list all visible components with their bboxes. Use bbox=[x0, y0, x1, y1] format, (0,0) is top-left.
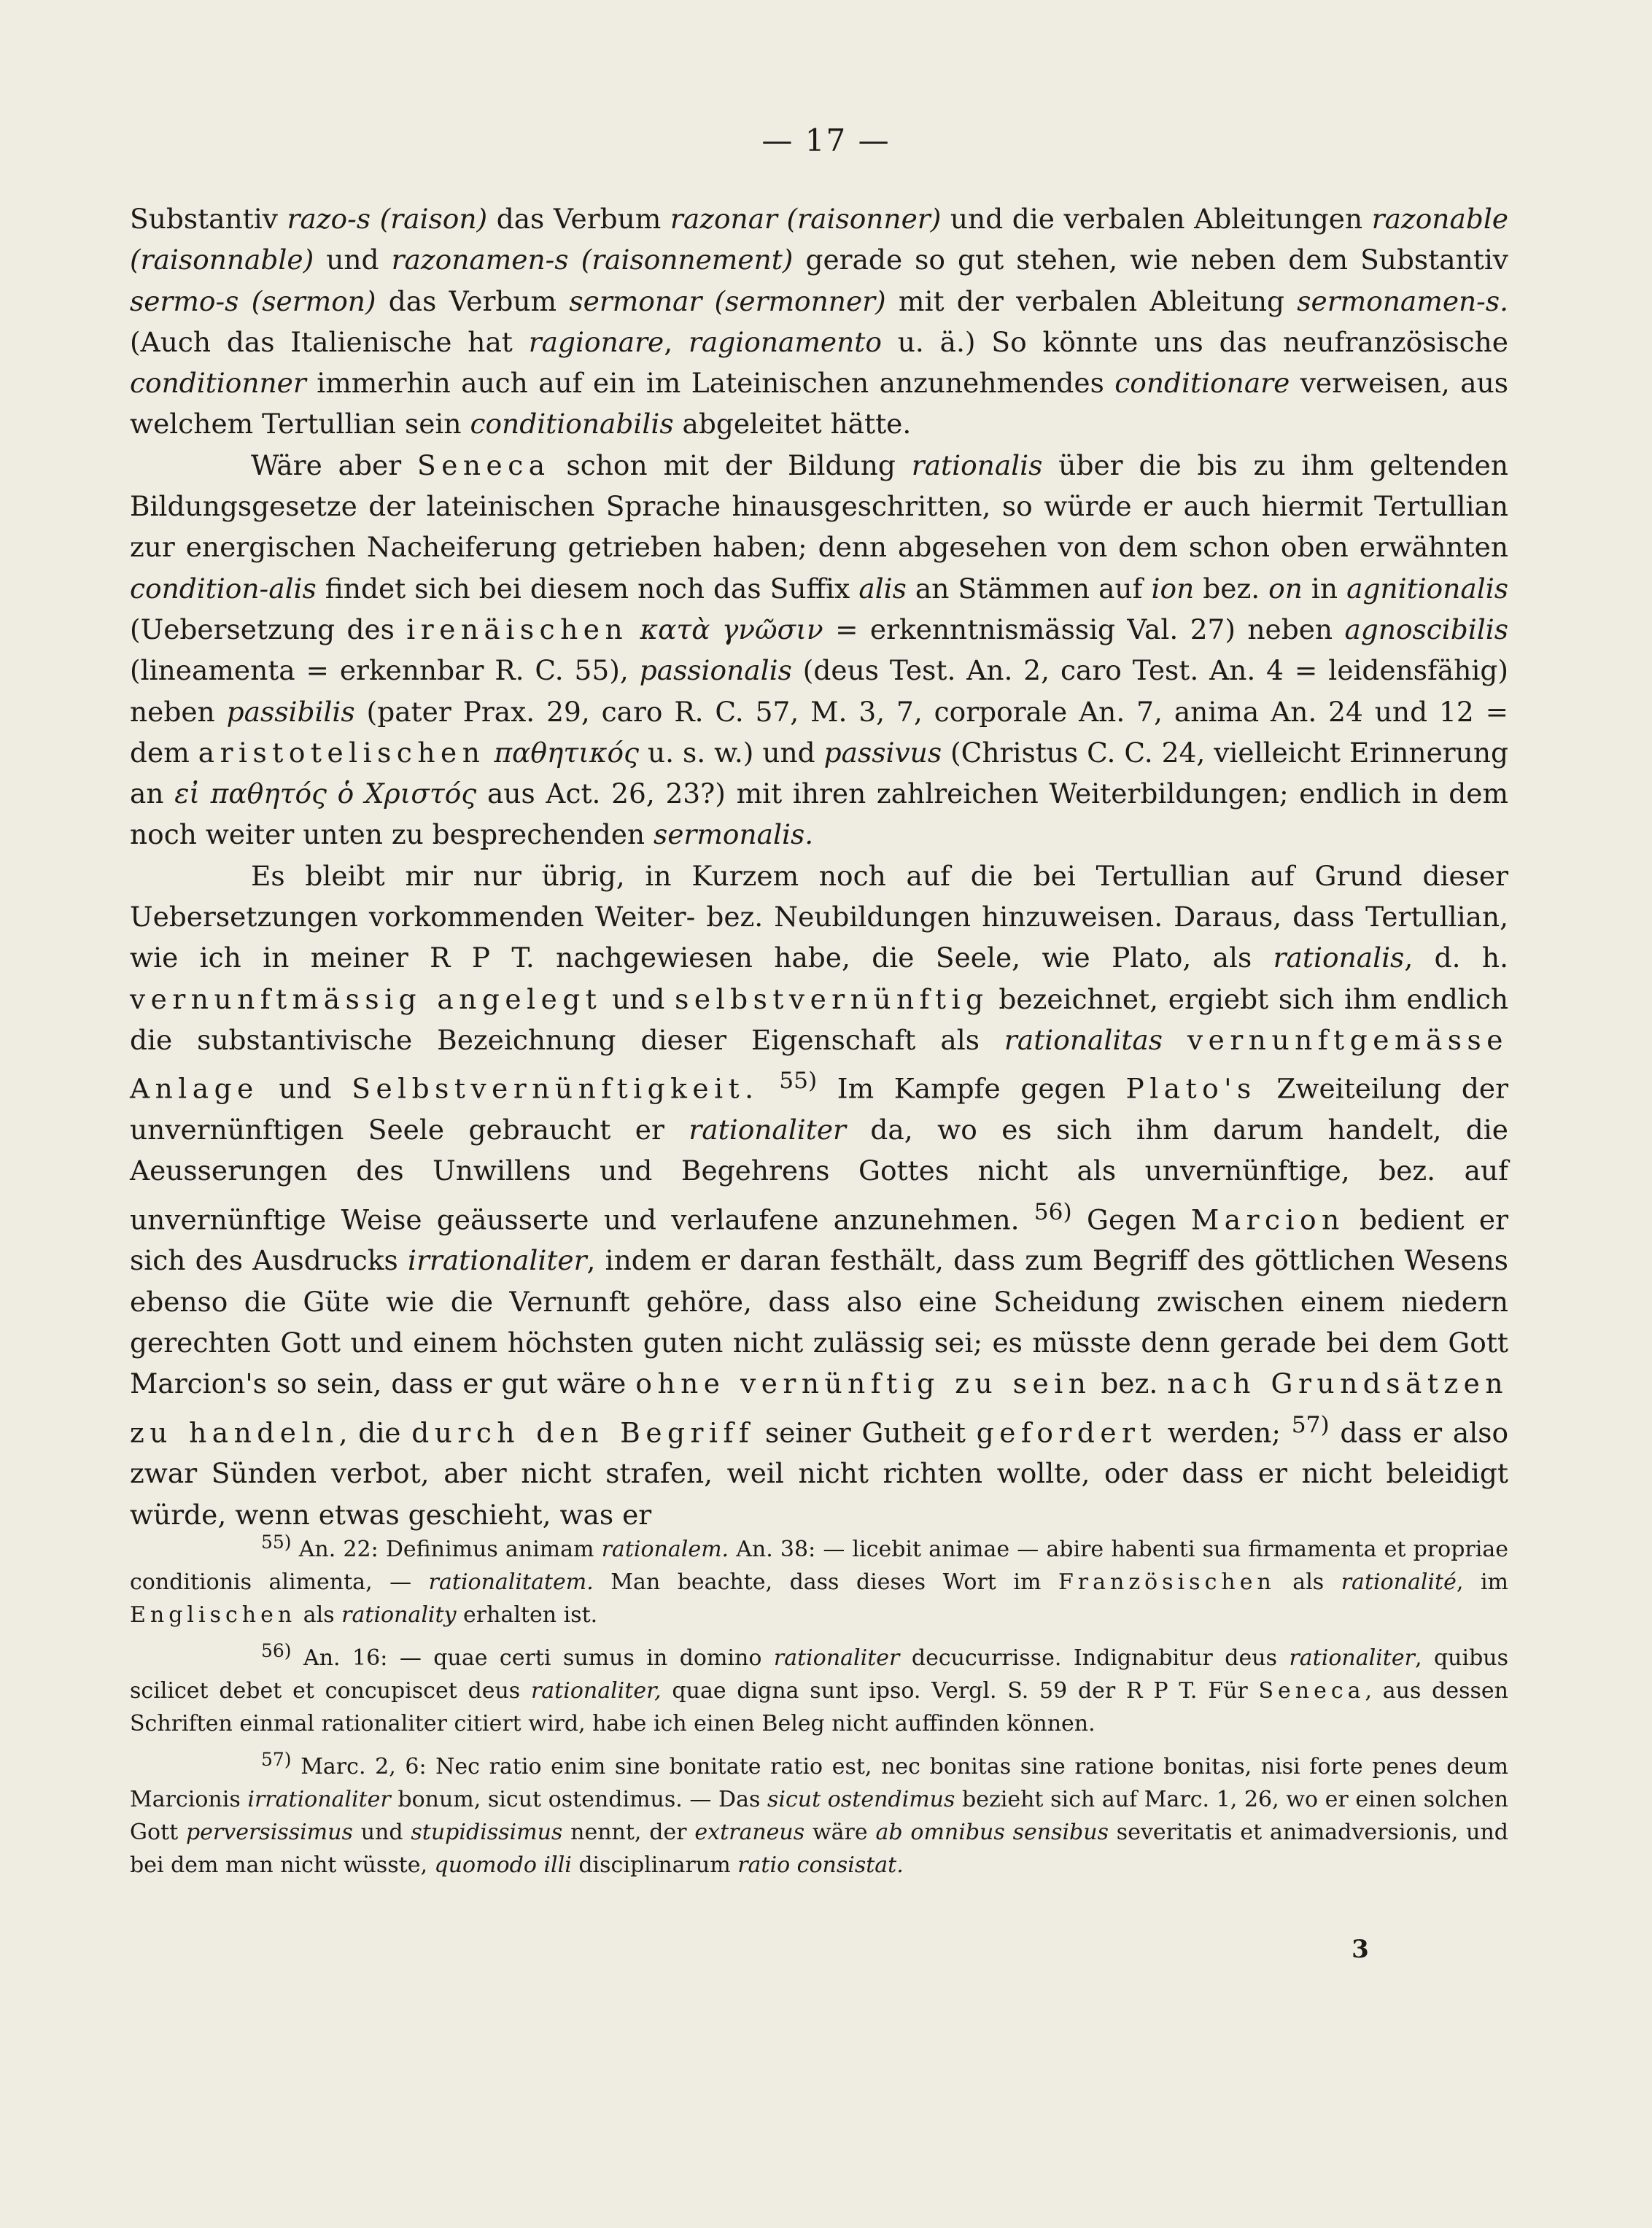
italic-term: razonar (raisonner) bbox=[670, 203, 942, 235]
text-run: (Christus C. C. 24, vielleicht Erinnerung an bbox=[130, 736, 1508, 810]
paragraph bbox=[130, 855, 1508, 1535]
italic-term: irrationaliter bbox=[247, 1787, 391, 1812]
text-run: an Stämmen auf bbox=[906, 572, 1152, 605]
spaced-emphasis: ohne vernünftig zu sein bbox=[635, 1367, 1092, 1400]
text-run: disciplinarum bbox=[571, 1852, 738, 1878]
italic-term: παθητικός bbox=[494, 736, 640, 769]
italic-term: extraneus bbox=[694, 1820, 805, 1845]
italic-term: passionalis bbox=[639, 654, 792, 687]
italic-term: rationalis bbox=[911, 449, 1043, 481]
text-run: bez. bbox=[1091, 1367, 1168, 1400]
text-run: , quibus scilicet debet et concupiscet deus bbox=[130, 1645, 1509, 1704]
italic-term: sermo-s (sermon) bbox=[130, 284, 376, 317]
spaced-emphasis: gefordert bbox=[976, 1416, 1157, 1449]
italic-term: stupidissimus bbox=[411, 1820, 563, 1845]
spaced-emphasis: Marcion bbox=[1190, 1203, 1345, 1236]
text-run: bez. bbox=[1194, 572, 1269, 605]
text-run: severitatis et animadversionis, und bei dem man nicht wüsste, bbox=[130, 1820, 1509, 1878]
text-run: bedient er sich des Ausdrucks bbox=[130, 1203, 1508, 1277]
text-run: und die verbalen Ableitungen bbox=[941, 203, 1372, 235]
text-run: und bbox=[602, 982, 675, 1015]
italic-term: conditionare bbox=[1114, 367, 1290, 400]
spaced-emphasis: Selbstvernünftigkeit. bbox=[352, 1072, 759, 1105]
text-run: und bbox=[352, 1820, 411, 1845]
italic-term: rationaliter bbox=[773, 1645, 900, 1671]
text-run: bezieht sich auf Marc. 1, 26, wo er einen solchen Gott bbox=[130, 1787, 1508, 1845]
text-run: (Auch das Italienische hat bbox=[130, 325, 529, 358]
footnote-ref: 55) bbox=[779, 1068, 818, 1095]
italic-term: passibilis bbox=[226, 695, 355, 728]
italic-term: ragionamento bbox=[688, 325, 882, 358]
italic-term: alis bbox=[858, 572, 907, 605]
footnote-ref: 55) bbox=[261, 1532, 292, 1553]
text-run: bezeichnet, ergiebt sich ihm endlich die substantivische Bezeichnung dieser Eigenschaft als bbox=[130, 982, 1509, 1056]
italic-term: ab omnibus sensibus bbox=[875, 1820, 1109, 1845]
text-run: und bbox=[258, 1072, 352, 1105]
text-run: , im bbox=[1456, 1569, 1508, 1595]
text-run: Substantiv bbox=[130, 203, 287, 235]
italic-term: sermonalis. bbox=[654, 818, 814, 851]
text-run: Wäre aber bbox=[251, 449, 418, 481]
italic-term: κατὰ γνῶσιν bbox=[640, 613, 823, 645]
text-run bbox=[1163, 1024, 1187, 1056]
text-run: als bbox=[296, 1602, 342, 1628]
text-run: Im Kampfe gegen bbox=[817, 1072, 1126, 1105]
paragraph bbox=[130, 198, 1508, 445]
italic-term: sermonar (sermonner) bbox=[569, 284, 886, 317]
footnote-ref: 57) bbox=[1291, 1411, 1330, 1438]
paragraph bbox=[130, 445, 1508, 855]
footnote-56 bbox=[130, 1634, 1508, 1740]
italic-term: quomodo illi bbox=[434, 1852, 572, 1878]
text-run: Es bleibt mir nur übrig, in Kurzem noch auf die bei Tertullian auf Grund dieser Uebersetzungen vorkommenden Weiter- bez. Neubildungen hinzuweisen. Daraus, dass Tertullian, wie ich in meiner R P T. nachgewiesen habe, die Seele, wie Plato, als bbox=[130, 859, 1508, 974]
text-run: erhalten ist. bbox=[456, 1602, 598, 1628]
text-run: = erkenntnismässig Val. 27) neben bbox=[823, 613, 1345, 645]
text-run: u. s. w.) und bbox=[639, 736, 824, 769]
text-run: quae digna sunt ipso. Vergl. S. 59 der R P T. Für bbox=[661, 1678, 1259, 1704]
italic-term: ratio consistat. bbox=[737, 1852, 904, 1878]
text-run: bonum, sicut ostendimus. — Das bbox=[390, 1787, 768, 1812]
text-run: An. 38: — licebit animae — abire habenti sua firmamenta et propriae conditionis alimenta, — bbox=[130, 1537, 1508, 1595]
footnotes bbox=[130, 1526, 1508, 1885]
spaced-emphasis: vernunftgemässe Anlage bbox=[130, 1023, 1508, 1105]
spaced-emphasis: Seneca bbox=[1258, 1678, 1365, 1704]
text-run: , die bbox=[338, 1416, 412, 1449]
italic-term: rationalitatem. bbox=[428, 1569, 594, 1595]
signature-mark: 3 bbox=[1352, 1935, 1369, 1964]
text-run: decucurrisse. Indignabitur deus bbox=[899, 1645, 1290, 1671]
text-run: (lineamenta = erkennbar R. C. 55), bbox=[130, 654, 640, 687]
italic-term: condition-alis bbox=[130, 572, 317, 605]
spaced-emphasis: nach Grundsätzen zu handeln bbox=[130, 1367, 1509, 1449]
text-run: immerhin auch auf ein im Lateinischen anzunehmendes bbox=[306, 367, 1115, 400]
text-run bbox=[485, 737, 494, 769]
italic-term: conditionner bbox=[130, 367, 306, 400]
main-text bbox=[130, 198, 1508, 1535]
italic-term: rationaliter, bbox=[530, 1678, 662, 1704]
italic-term: razonamen-s (raisonnement) bbox=[391, 244, 794, 276]
footnote-57 bbox=[130, 1743, 1508, 1882]
italic-term: sermonamen-s. bbox=[1297, 284, 1509, 317]
italic-term: razo-s (raison) bbox=[287, 203, 488, 235]
page-number: — 17 — bbox=[761, 123, 891, 158]
italic-term: ion bbox=[1151, 572, 1195, 605]
spaced-emphasis: Englischen bbox=[130, 1602, 297, 1628]
italic-term: rationaliter bbox=[1289, 1645, 1415, 1671]
text-run: findet sich bei diesem noch das Suffix bbox=[316, 572, 859, 605]
text-run: in bbox=[1302, 572, 1347, 605]
text-run: nennt, der bbox=[562, 1820, 695, 1845]
text-run: u. ä.) So könnte uns das neufranzösische bbox=[881, 325, 1509, 358]
italic-term: razonable (raisonnable) bbox=[130, 203, 1509, 276]
italic-term: perversissimus bbox=[185, 1820, 353, 1845]
spaced-emphasis: Französischen bbox=[1058, 1569, 1276, 1595]
text-run: mit der verbalen Ableitung bbox=[885, 284, 1298, 317]
text-run: Man beachte, dass dieses Wort im bbox=[593, 1569, 1058, 1595]
spaced-emphasis: Plato's bbox=[1125, 1072, 1257, 1105]
italic-term: rationalis bbox=[1273, 942, 1405, 974]
text-run: werden; bbox=[1157, 1416, 1292, 1449]
italic-term: agnitionalis bbox=[1346, 572, 1508, 605]
footnote-ref: 57) bbox=[261, 1749, 292, 1770]
italic-term: rationalité bbox=[1341, 1569, 1457, 1595]
text-run: Marc. 2, 6: Nec ratio enim sine bonitate ratio est, nec bonitas sine ratione bonitas, nisi forte penes deum Marcionis bbox=[130, 1754, 1508, 1812]
italic-term: rationalitas bbox=[1004, 1023, 1163, 1056]
text-run: seiner Gutheit bbox=[754, 1416, 977, 1449]
text-run bbox=[759, 1073, 780, 1105]
text-run: Zweiteilung der unvernünftigen Seele gebraucht er bbox=[130, 1072, 1508, 1146]
italic-term: conditionabilis bbox=[470, 408, 674, 440]
italic-term: εἰ παθητός ὁ Χριστός bbox=[174, 777, 477, 810]
text-run: wäre bbox=[804, 1820, 876, 1845]
text-run: verweisen, aus welchem Tertullian sein bbox=[130, 367, 1508, 440]
italic-term: on bbox=[1268, 572, 1303, 605]
text-run: Gegen bbox=[1071, 1203, 1191, 1236]
footnote-ref: 56) bbox=[1034, 1198, 1072, 1225]
text-run: über die bis zu ihm geltenden Bildungsgesetze der lateinischen Sprache hinausgeschritten, so würde er auch hiermit Tertullian zur energischen Nacheiferung getrieben haben; denn abgesehen von dem schon oben erwähnten bbox=[130, 449, 1508, 564]
text-run: dass er also zwar Sünden verbot, aber nicht strafen, weil nicht richten wollte, oder dass er nicht beleidigt würde, wenn etwas geschieht, was er bbox=[130, 1416, 1509, 1531]
italic-term: passivus bbox=[823, 736, 942, 769]
text-run: , d. h. bbox=[1404, 942, 1508, 974]
text-run: , indem er daran festhält, dass zum Begriff des göttlichen Wesens ebenso die Güte wie die Vernunft gehöre, dass also eine Scheidung zwischen einem niedern gerechten Gott und einem höchsten guten nicht zulässig sei; es müsste denn gerade bei dem Gott Marcion's so sein, dass er gut wäre bbox=[130, 1244, 1508, 1400]
footnote-ref: 56) bbox=[261, 1640, 292, 1661]
spaced-emphasis: durch den Begriff bbox=[411, 1416, 755, 1449]
text-run bbox=[628, 613, 640, 645]
text-run: das Verbum bbox=[487, 203, 670, 235]
spaced-emphasis: irenäischen bbox=[406, 613, 629, 645]
text-run: An. 22: Definimus animam bbox=[291, 1537, 602, 1562]
text-run: und bbox=[314, 244, 392, 276]
spaced-emphasis: aristotelischen bbox=[198, 736, 486, 769]
text-run: , aus dessen Schriften einmal rationaliter citiert wird, habe ich einen Beleg nicht auffinden können. bbox=[130, 1678, 1508, 1736]
text-run: aus Act. 26, 23?) mit ihren zahlreichen Weiterbildungen; endlich in dem noch weiter unten zu besprechenden bbox=[130, 777, 1509, 851]
italic-term: rationality bbox=[341, 1602, 457, 1628]
italic-term: rationalem. bbox=[601, 1537, 729, 1562]
text-run: schon mit der Bildung bbox=[550, 449, 912, 481]
italic-term: rationaliter bbox=[689, 1114, 846, 1146]
italic-term: agnoscibilis bbox=[1344, 613, 1509, 645]
text-run: abgeleitet hätte. bbox=[673, 408, 912, 440]
spaced-emphasis: vernunftmässig angelegt bbox=[130, 982, 602, 1015]
text-run: das Verbum bbox=[376, 284, 570, 317]
spaced-emphasis: Seneca bbox=[417, 449, 551, 481]
text-run: An. 16: — quae certi sumus in domino bbox=[291, 1645, 774, 1671]
text-run: da, wo es sich ihm darum handelt, die Aeusserungen des Unwillens und Begehrens Gottes nicht als unvernünftige, bez. auf unvernünftige Weise geäusserte und verlaufene anzunehmen. bbox=[130, 1114, 1508, 1236]
italic-term: sicut ostendimus bbox=[767, 1787, 955, 1812]
spaced-emphasis: selbstvernünftig bbox=[675, 982, 989, 1015]
text-run: als bbox=[1275, 1569, 1341, 1595]
text-run: gerade so gut stehen, wie neben dem Substantiv bbox=[793, 244, 1508, 276]
footnote-55 bbox=[130, 1526, 1508, 1631]
italic-term: irrationaliter bbox=[407, 1244, 587, 1277]
text-run: (pater Prax. 29, caro R. C. 57, M. 3, 7, corporale An. 7, anima An. 24 und 12 = dem bbox=[130, 695, 1508, 769]
text-run: (Uebersetzung des bbox=[130, 613, 407, 645]
text-run: (deus Test. An. 2, caro Test. An. 4 = leidensfähig) neben bbox=[130, 654, 1509, 728]
text-run: , bbox=[664, 325, 689, 358]
italic-term: ragionare bbox=[528, 325, 664, 358]
